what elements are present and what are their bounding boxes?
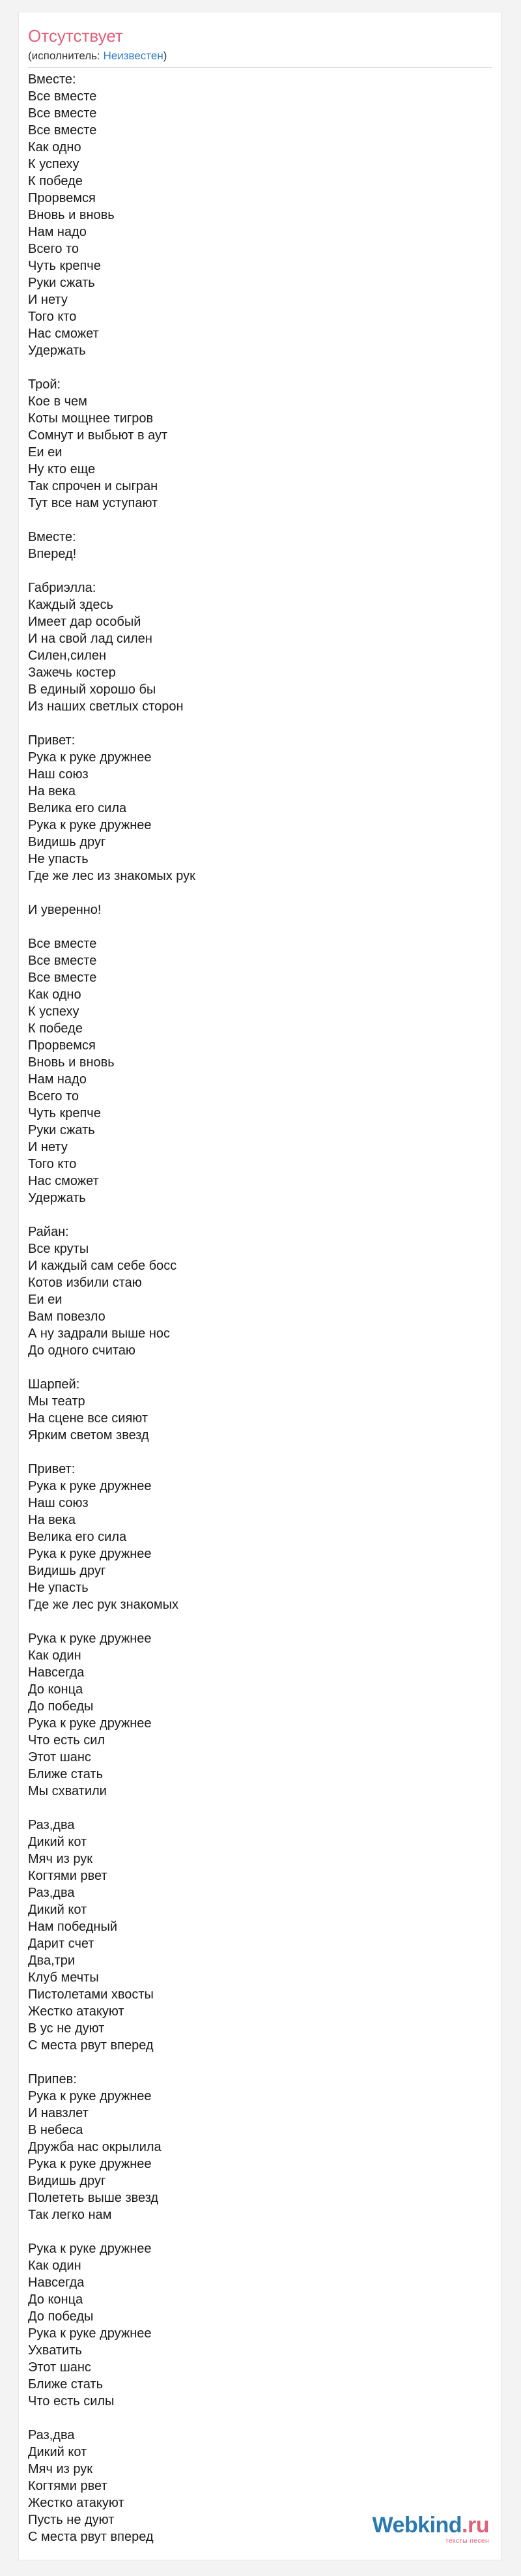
lyric-line: А ну задрали выше нос [28, 1326, 170, 1341]
lyric-line: На сцене все сияют [28, 1411, 148, 1426]
lyric-line: Прорвемся [28, 191, 96, 205]
lyric-line: Рука к руке дружнее [28, 818, 152, 832]
lyric-line: Все вместе [28, 106, 97, 121]
stanza-break [28, 1613, 492, 1630]
lyric-line: Привет: [28, 1462, 76, 1476]
logo-tld: .ru [462, 2513, 489, 2538]
lyric-line: Нас сможет [28, 1174, 99, 1188]
lyric-line: Каждый здесь [28, 598, 113, 612]
artist-link[interactable]: Неизвестен [103, 50, 163, 62]
lyric-line: Рука к руке дружнее [28, 1716, 152, 1731]
lyric-line: Еи еи [28, 1293, 63, 1307]
lyric-line: Этот шанс [28, 1750, 91, 1764]
lyric-line: Навсегда [28, 2276, 85, 2290]
stanza-break [28, 2223, 492, 2240]
lyric-line: До конца [28, 2292, 83, 2307]
lyric-line: На века [28, 1513, 76, 1527]
lyric-line: Вновь и вновь [28, 208, 115, 222]
lyric-line: Мы театр [28, 1394, 85, 1409]
lyric-line: Райан: [28, 1225, 69, 1239]
lyric-line: Вместе: [28, 72, 76, 87]
lyric-line: Вам повезло [28, 1310, 106, 1324]
lyric-line: Велика его сила [28, 801, 127, 815]
lyric-line: Клуб мечты [28, 1970, 99, 1985]
lyric-line: Наш союз [28, 1496, 89, 1510]
lyric-line: Всего то [28, 242, 79, 256]
lyric-line: До конца [28, 1682, 83, 1697]
lyric-line: Этот шанс [28, 2360, 91, 2375]
lyric-line: Имеет дар особый [28, 615, 141, 629]
stanza-break [28, 1800, 492, 1817]
lyric-line: В единый хорошо бы [28, 682, 156, 697]
lyric-line: Раз,два [28, 1886, 75, 1900]
lyric-line: Еи еи [28, 445, 63, 460]
lyric-line: Мяч из рук [28, 1852, 93, 1866]
lyric-line: Так спрочен и сыгран [28, 479, 158, 493]
artist-prefix: (исполнитель: [28, 50, 104, 62]
lyric-line: Прорвемся [28, 1038, 96, 1053]
lyric-line: Когтями рвет [28, 2479, 107, 2493]
stanza-break [28, 715, 492, 732]
lyric-line: Не упасть [28, 1581, 89, 1595]
lyric-line: Жестко атакуют [28, 2004, 124, 2019]
header-divider [28, 67, 492, 68]
lyric-line: Рука к руке дружнее [28, 750, 152, 765]
lyric-line: Все вместе [28, 89, 97, 104]
lyric-line: Видишь друг [28, 1564, 106, 1578]
lyric-line: Полететь выше звезд [28, 2191, 159, 2205]
lyric-line: Удержать [28, 1191, 86, 1205]
lyric-line: И навзлет [28, 2106, 89, 2120]
stanza-break [28, 1359, 492, 1376]
lyric-line: Всего то [28, 1089, 79, 1104]
lyric-line: Сомнут и выбьют в аут [28, 428, 168, 443]
lyric-line: Все вместе [28, 971, 97, 985]
lyric-line: Нас сможет [28, 327, 99, 341]
lyric-line: Рука к руке дружнее [28, 1547, 152, 1561]
lyric-line: Рука к руке дружнее [28, 2242, 152, 2256]
lyric-line: Когтями рвет [28, 1869, 107, 1883]
lyric-line: Дарит счет [28, 1937, 94, 1951]
lyric-line: В ус не дуют [28, 2021, 105, 2036]
lyric-line: Рука к руке дружнее [28, 2326, 152, 2341]
lyric-line: Ну кто еще [28, 462, 96, 476]
lyric-line: Чуть крепче [28, 259, 101, 273]
lyric-line: До победы [28, 1699, 94, 1714]
stanza-break [28, 1207, 492, 1223]
lyric-line: Видишь друг [28, 2174, 106, 2188]
lyric-line: Руки сжать [28, 1123, 95, 1137]
artist-line [28, 49, 167, 63]
lyric-line: Раз,два [28, 1818, 75, 1832]
lyric-line: Припев: [28, 2072, 77, 2086]
logo-tagline: тексты песен [445, 2538, 489, 2545]
lyric-line: Габриэлла: [28, 581, 96, 595]
stanza-break [28, 563, 492, 579]
lyric-line: Все вместе [28, 937, 97, 951]
lyric-line: Где же лес рук знакомых [28, 1598, 179, 1612]
lyric-line: Ярким светом звезд [28, 1428, 149, 1442]
stanza-break [28, 512, 492, 529]
lyric-line: Шарпей: [28, 1377, 80, 1392]
lyric-line: Кое в чем [28, 394, 87, 409]
lyric-line: Из наших светлых сторон [28, 699, 184, 714]
lyric-line: Где же лес из знакомых рук [28, 869, 195, 883]
lyric-line: Все круты [28, 1242, 89, 1256]
lyric-line: Дикий кот [28, 1835, 87, 1849]
lyric-line: Котов избили стаю [28, 1276, 142, 1290]
stanza-break [28, 2054, 492, 2071]
lyric-line: Рука к руке дружнее [28, 1632, 152, 1646]
stanza-break [28, 359, 492, 376]
lyric-line: Того кто [28, 1157, 77, 1171]
lyric-line: Велика его сила [28, 1530, 127, 1544]
lyric-line: К успеху [28, 1004, 79, 1019]
lyric-line: И на свой лад силен [28, 632, 152, 646]
lyric-line: Коты мощнее тигров [28, 411, 154, 426]
lyric-line: Руки сжать [28, 276, 95, 290]
lyric-line: К успеху [28, 157, 79, 171]
stanza-break [28, 918, 492, 935]
lyric-line: И уверенно! [28, 903, 102, 917]
song-title: Отсутствует [28, 26, 123, 46]
lyric-line: Нам победный [28, 1920, 118, 1934]
lyric-line: Как один [28, 2259, 81, 2273]
lyric-line: Нам надо [28, 1072, 87, 1087]
stanza-break [28, 1444, 492, 1461]
lyric-line: Видишь друг [28, 835, 106, 849]
lyric-line: Рука к руке дружнее [28, 2089, 152, 2103]
lyric-line: Зажечь костер [28, 666, 116, 680]
lyric-line: Дружба нас окрылила [28, 2140, 162, 2154]
lyric-line: Как одно [28, 140, 81, 154]
lyric-line: Раз,два [28, 2428, 75, 2442]
lyric-line: Ухватить [28, 2343, 82, 2358]
lyric-line: Наш союз [28, 767, 89, 782]
logo-wordmark [373, 2513, 490, 2538]
lyric-line: Так легко нам [28, 2208, 112, 2222]
stanza-break [28, 2410, 492, 2427]
lyric-line: К победе [28, 1021, 83, 1036]
lyric-line: Два,три [28, 1954, 76, 1968]
lyric-line: Жестко атакуют [28, 2496, 124, 2510]
lyric-line: Все вместе [28, 123, 97, 138]
lyric-line: Привет: [28, 733, 76, 748]
lyric-line: С места рвут вперед [28, 2530, 154, 2544]
lyric-line: В небеса [28, 2123, 83, 2137]
lyric-line: На века [28, 784, 76, 798]
lyric-line: Ближе стать [28, 1767, 103, 1781]
artist-suffix: ) [163, 50, 167, 62]
lyric-line: До победы [28, 2309, 94, 2324]
lyric-line: Дикий кот [28, 1903, 87, 1917]
lyric-line: Мы схватили [28, 1784, 107, 1798]
logo-name: Webkind [372, 2513, 462, 2538]
lyric-line: Тут все нам уступают [28, 496, 158, 510]
lyric-line: Вновь и вновь [28, 1055, 115, 1070]
lyric-line: Не упасть [28, 852, 89, 866]
lyric-line: Рука к руке дружнее [28, 2157, 152, 2171]
lyrics-card [18, 12, 501, 2560]
lyric-line: Навсегда [28, 1665, 85, 1680]
lyric-line: Того кто [28, 310, 77, 324]
lyric-line: Ближе стать [28, 2377, 103, 2392]
lyric-line: С места рвут вперед [28, 2038, 154, 2053]
lyric-line: Вперед! [28, 547, 77, 561]
lyric-line: К победе [28, 174, 83, 188]
lyric-line: Все вместе [28, 954, 97, 968]
lyric-line: Что есть сил [28, 1733, 106, 1748]
lyrics-text [28, 71, 492, 2545]
lyric-line: Вместе: [28, 530, 76, 544]
lyric-line: Пусть не дуют [28, 2513, 115, 2527]
lyric-line: Силен,силен [28, 649, 107, 663]
lyric-line: Рука к руке дружнее [28, 1479, 152, 1493]
lyric-line: И нету [28, 1140, 68, 1154]
lyric-line: Как одно [28, 988, 81, 1002]
lyric-line: Нам надо [28, 225, 87, 239]
lyric-line: Пистолетами хвосты [28, 1987, 154, 2002]
lyric-line: Трой: [28, 377, 61, 392]
lyric-line: Чуть крепче [28, 1106, 101, 1120]
stanza-break [28, 885, 492, 901]
lyric-line: Как один [28, 1648, 81, 1663]
lyric-line: И нету [28, 293, 68, 307]
lyric-line: Удержать [28, 344, 86, 358]
site-logo[interactable] [373, 2513, 490, 2545]
lyric-line: До одного считаю [28, 1343, 135, 1358]
lyric-line: Что есть силы [28, 2394, 115, 2408]
lyric-line: Дикий кот [28, 2445, 87, 2459]
lyric-line: И каждый сам себе босс [28, 1259, 177, 1273]
lyric-line: Мяч из рук [28, 2462, 93, 2476]
